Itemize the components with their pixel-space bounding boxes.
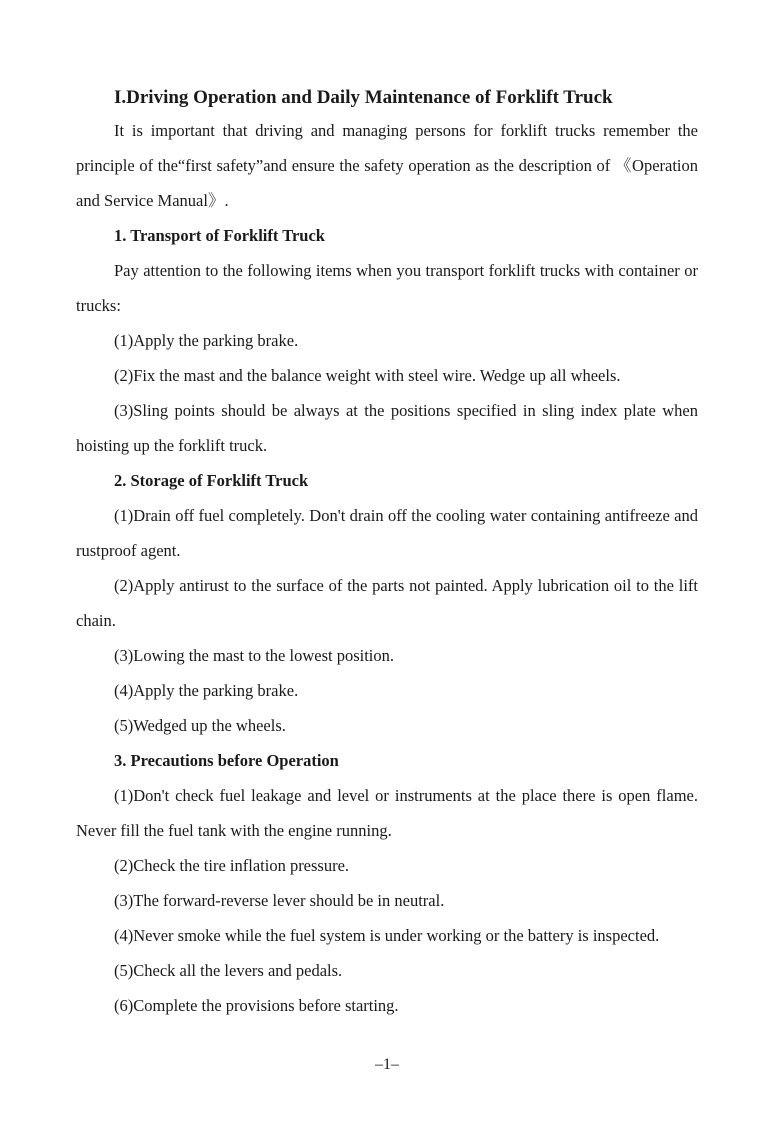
page-number: –1– [375, 1056, 399, 1073]
document-title: I.Driving Operation and Daily Maintenance of Forklift Truck [114, 87, 613, 108]
list-item: (2)Check the tire inflation pressure. [114, 856, 350, 875]
list-item: (1)Don't check fuel leakage and level or instruments at the place there is open flame. Never fill the fuel tank with the engine running. [76, 786, 698, 840]
list-item: (1)Drain off fuel completely. Don't drain off the cooling water containing antifreeze and rustproof agent. [76, 506, 698, 560]
list-item: (5)Check all the levers and pedals. [114, 961, 343, 980]
list-item: (2)Fix the mast and the balance weight with steel wire. Wedge up all wheels. [114, 366, 621, 385]
section-lead-transport: Pay attention to the following items when you transport forklift trucks with container or trucks: [76, 261, 698, 315]
section-heading-storage: 2. Storage of Forklift Truck [114, 471, 309, 490]
list-item: (4)Apply the parking brake. [114, 681, 299, 700]
document-page [76, 83, 698, 1023]
section-heading-precautions: 3. Precautions before Operation [114, 751, 339, 770]
list-item: (4)Never smoke while the fuel system is under working or the battery is inspected. [114, 926, 660, 945]
intro-paragraph: It is important that driving and managing persons for forklift trucks remember the principle of the“first safety”and ensure the safety operation as the description of 《Operation and Service Manual》. [76, 121, 698, 210]
list-item: (5)Wedged up the wheels. [114, 716, 286, 735]
list-item: (3)The forward-reverse lever should be in neutral. [114, 891, 445, 910]
list-item: (3)Lowing the mast to the lowest position. [114, 646, 395, 665]
list-item: (6)Complete the provisions before starting. [114, 996, 399, 1015]
list-item: (1)Apply the parking brake. [114, 331, 299, 350]
list-item: (2)Apply antirust to the surface of the parts not painted. Apply lubrication oil to the lift chain. [76, 576, 698, 630]
list-item: (3)Sling points should be always at the positions specified in sling index plate when hoisting up the forklift truck. [76, 401, 698, 455]
section-heading-transport: 1. Transport of Forklift Truck [114, 226, 325, 245]
